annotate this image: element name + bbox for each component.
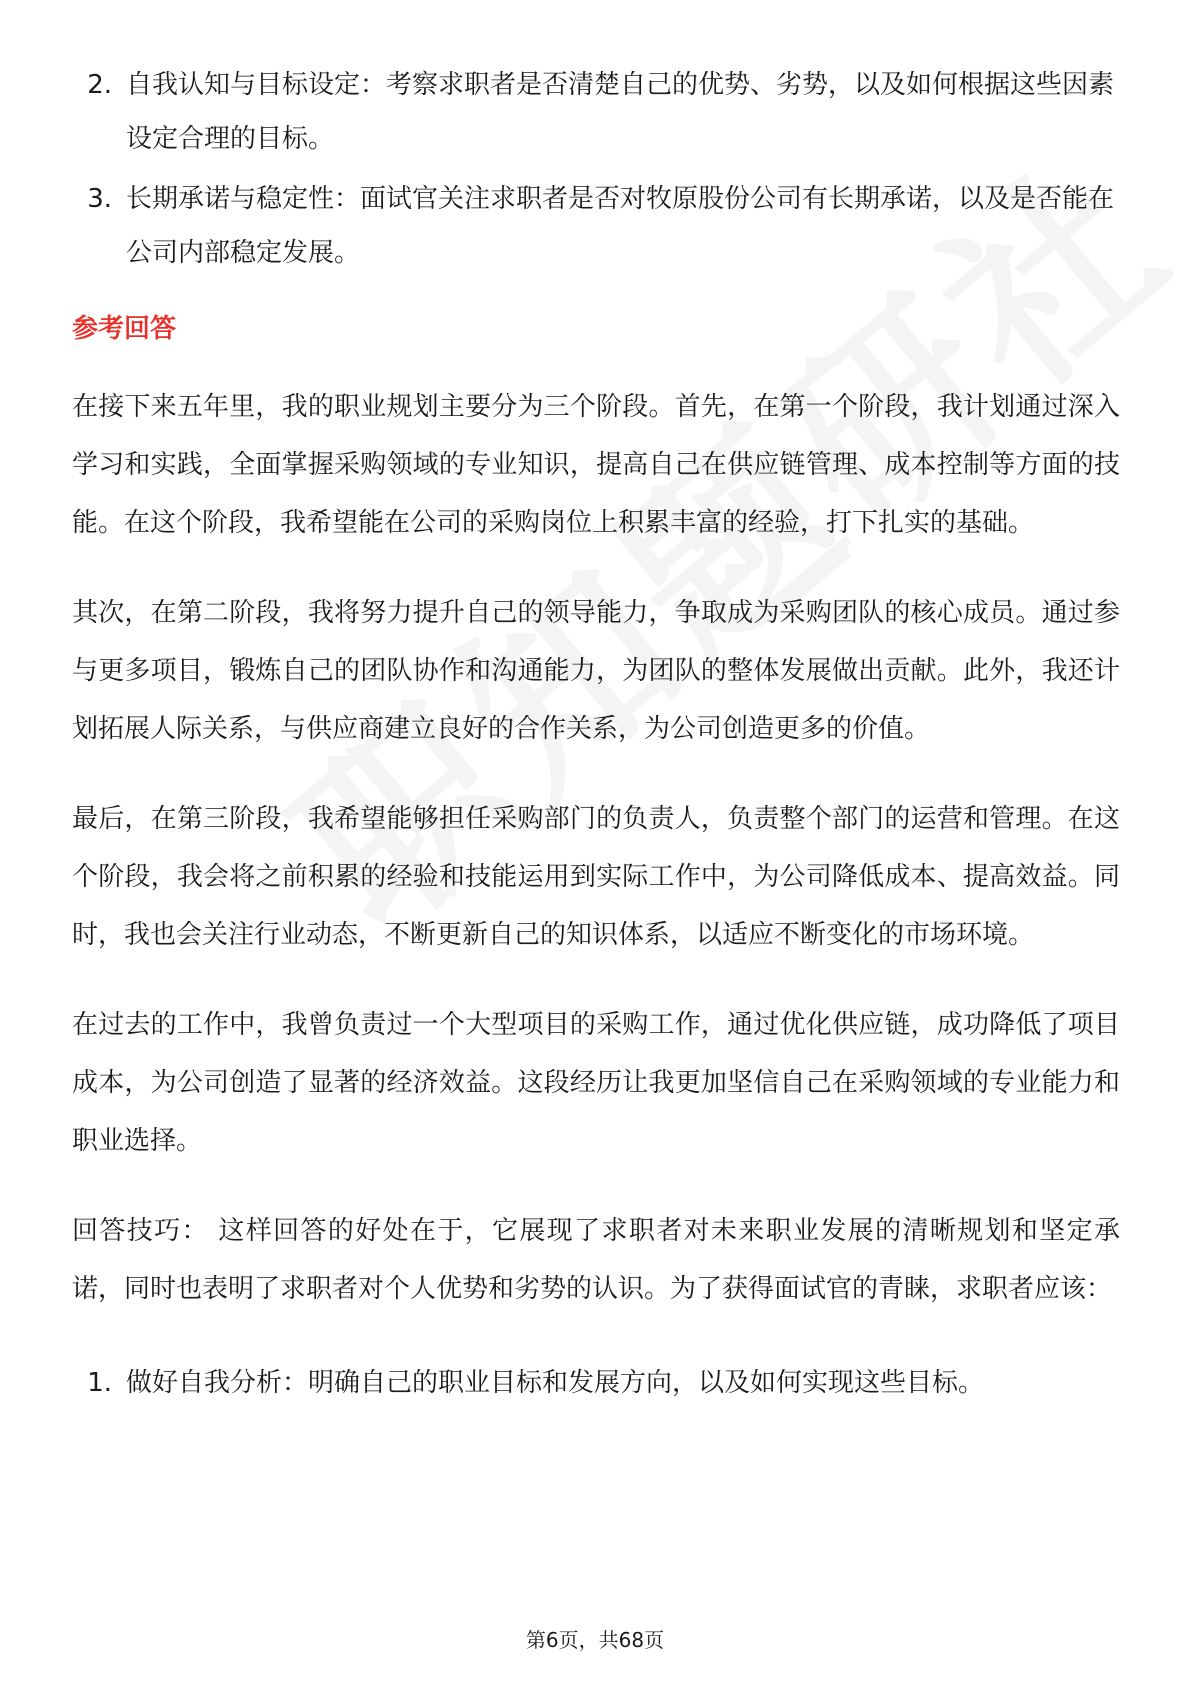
paragraph: 在过去的工作中，我曾负责过一个大型项目的采购工作，通过优化供应链，成功降低了项目成本，为公司创造了显著的经济效益。这段经历让我更加坚信自己在采购领域的专业能力和职业选择。 [72,1010,1120,1156]
list-item-text: 自我认知与目标设定：考察求职者是否清楚自己的优势、劣势，以及如何根据这些因素设定合理的目标。 [126,70,1115,154]
section-heading: 参考回答 [72,314,177,344]
page-footer: 第6页，共68页 [525,1628,665,1652]
paragraph: 最后，在第三阶段，我希望能够担任采购部门的负责人，负责整个部门的运营和管理。在这个阶段，我会将之前积累的经验和技能运用到实际工作中，为公司降低成本、提高效益。同时，我也会关注行业动态，不断更新自己的知识体系，以适应不断变化的市场环境。 [72,804,1120,950]
list-item [72,1356,1120,1410]
page-content [72,58,1120,1416]
list-item-text: 长期承诺与稳定性：面试官关注求职者是否对牧原股份公司有长期承诺，以及是否能在公司内部稳定发展。 [126,184,1115,268]
paragraph: 在接下来五年里，我的职业规划主要分为三个阶段。首先，在第一个阶段，我计划通过深入学习和实践，全面掌握采购领域的专业知识，提高自己在供应链管理、成本控制等方面的技能。在这个阶段，我希望能在公司的采购岗位上积累丰富的经验，打下扎实的基础。 [72,392,1120,538]
list-item-number: 1. [87,1368,112,1398]
list-item-text: 做好自我分析：明确自己的职业目标和发展方向，以及如何实现这些目标。 [126,1368,985,1398]
list-item-number: 3. [87,184,112,214]
list-item [72,172,1120,280]
paragraph: 其次，在第二阶段，我将努力提升自己的领导能力，争取成为采购团队的核心成员。通过参与更多项目，锻炼自己的团队协作和沟通能力，为团队的整体发展做出贡献。此外，我还计划拓展人际关系，与供应商建立良好的合作关系，为公司创造更多的价值。 [72,598,1120,744]
paragraph: 回答技巧： 这样回答的好处在于，它展现了求职者对未来职业发展的清晰规划和坚定承诺，同时也表明了求职者对个人优势和劣势的认识。为了获得面试官的青睐，求职者应该： [72,1216,1120,1304]
list-item [72,58,1120,166]
list-item-number: 2. [87,70,112,100]
